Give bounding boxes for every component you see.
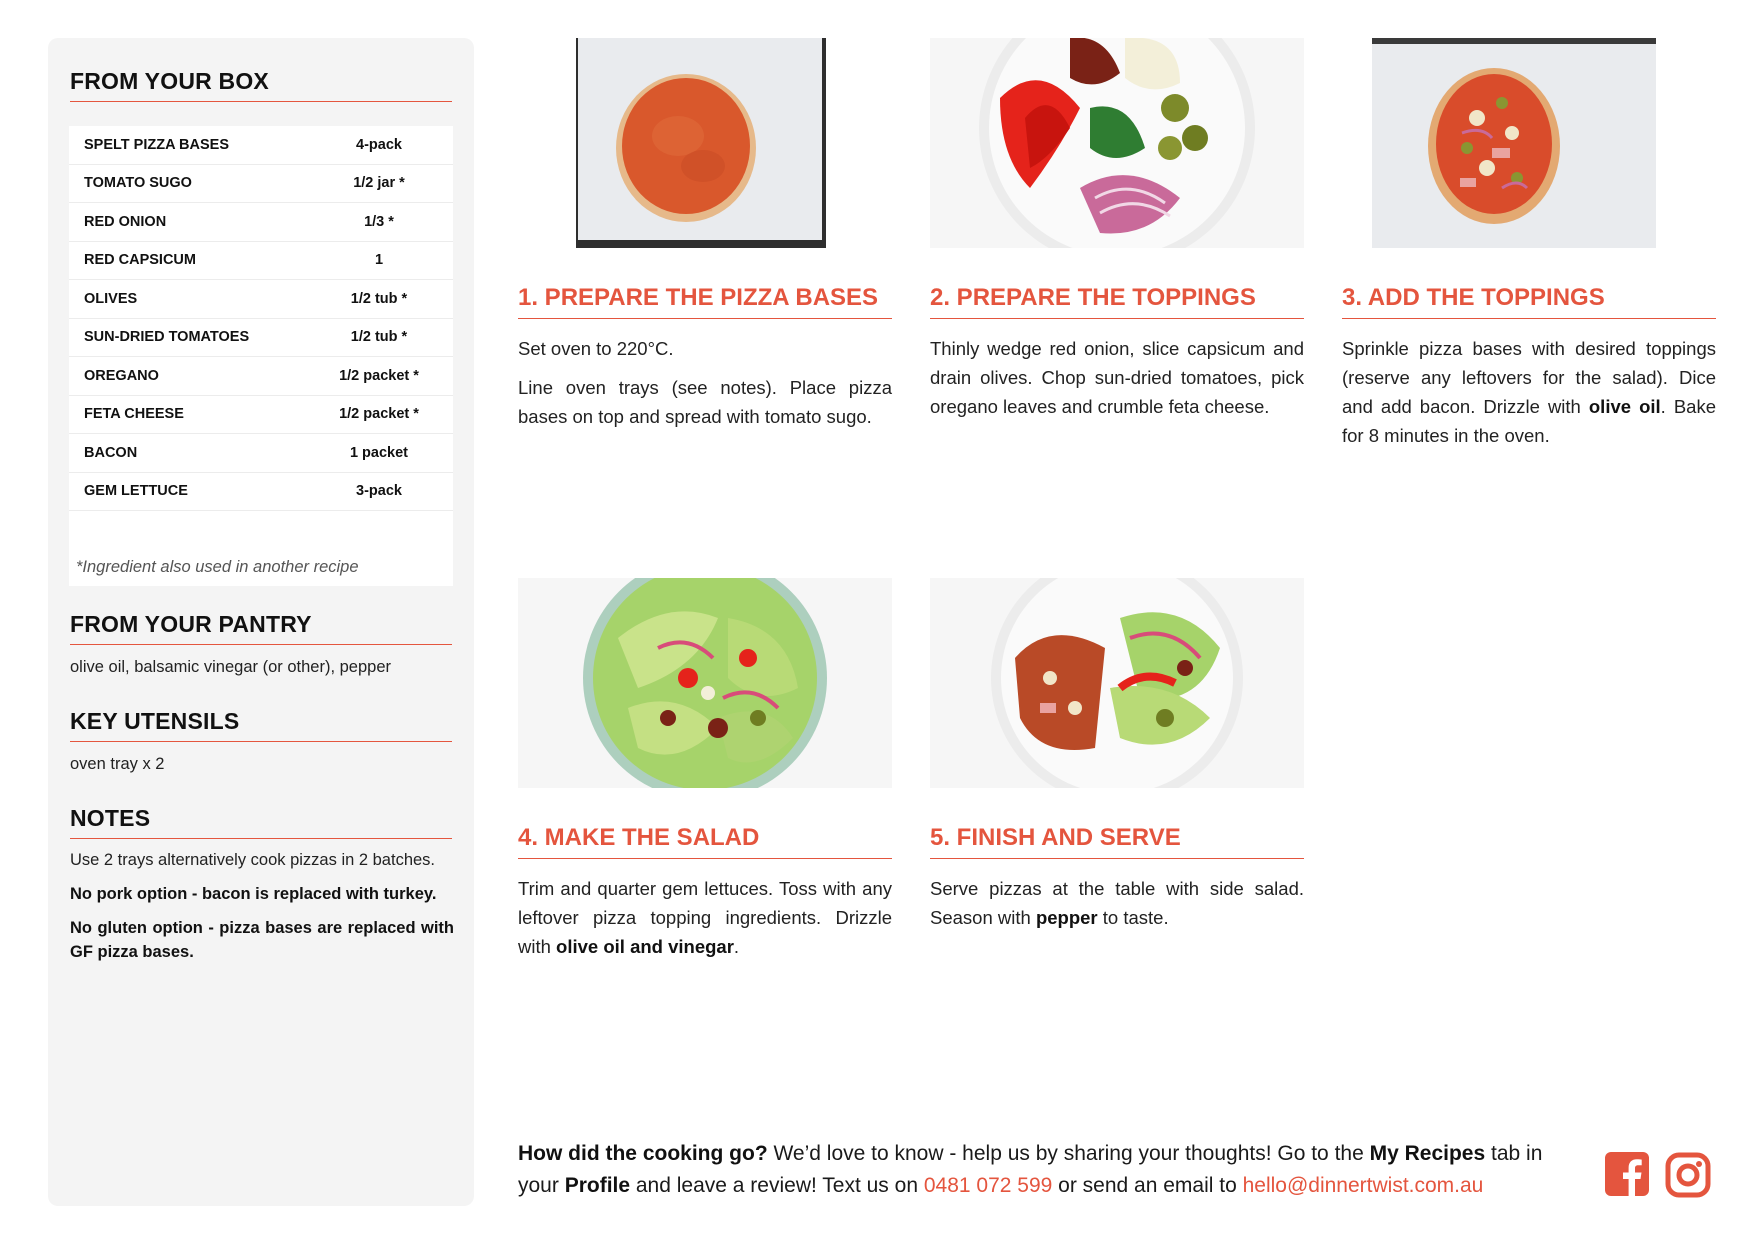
note-item: Use 2 trays alternatively cook pizzas in 2 batches. xyxy=(70,851,436,869)
instagram-icon[interactable] xyxy=(1665,1152,1711,1203)
step-3-photo xyxy=(1342,38,1716,248)
feedback-question: How did the cooking go? xyxy=(518,1142,768,1165)
step-4-title: 4. MAKE THE SALAD xyxy=(518,824,892,859)
step-3-para-1 xyxy=(1342,334,1716,450)
ingredient-row xyxy=(69,357,453,396)
step-3-text-c: . Bake for 8 minutes in the oven. xyxy=(1342,396,1716,446)
ingredient-row xyxy=(69,126,453,165)
utensils-title: KEY UTENSILS xyxy=(70,708,240,734)
step-4-text-c: . xyxy=(733,936,740,957)
ingredient-qty: 1 xyxy=(374,252,384,269)
ingredient-qty: 1/2 packet * xyxy=(339,406,419,423)
ingredient-name: SPELT PIZZA BASES xyxy=(84,136,230,153)
pantry-text: olive oil, balsamic vinegar (or other), pepper xyxy=(70,658,391,676)
my-recipes-label: My Recipes xyxy=(1369,1142,1486,1165)
salad-bowl-image xyxy=(518,578,892,788)
step-2-text xyxy=(930,334,1304,431)
step-5-title: 5. FINISH AND SERVE xyxy=(930,824,1304,859)
step-3-text-bold: olive oil xyxy=(1588,396,1661,417)
ingredient-row xyxy=(69,165,453,204)
step-1-photo xyxy=(518,38,892,248)
feedback-footer xyxy=(518,1138,1578,1202)
ingredients-table xyxy=(69,126,453,586)
ingredient-qty: 3-pack xyxy=(356,483,402,500)
ingredient-row xyxy=(69,280,453,319)
utensils-section-header xyxy=(70,708,452,742)
step-4-text-bold: olive oil and vinegar xyxy=(556,936,734,957)
footer-text-1: We’d love to know - help us by sharing your thoughts! Go to the xyxy=(767,1142,1370,1165)
ingredient-name: TOMATO SUGO xyxy=(84,175,192,192)
ingredient-name: FETA CHEESE xyxy=(84,406,184,423)
step-3-text-a: Sprinkle pizza bases with desired toppings (reserve any leftovers for the salad). Dice and add bacon. Drizzle with xyxy=(1342,338,1716,417)
step-3 xyxy=(1342,38,1716,446)
ingredient-name: OLIVES xyxy=(84,290,138,307)
ingredient-name: GEM LETTUCE xyxy=(84,483,188,500)
ingredient-name: BACON xyxy=(84,444,138,461)
facebook-icon[interactable] xyxy=(1605,1152,1649,1201)
step-4-text-a: Trim and quarter gem lettuces. Toss with any leftover pizza topping ingredients. Drizzle with xyxy=(518,878,892,957)
topped-pizza-image xyxy=(1342,38,1716,248)
ingredient-qty: 1/2 packet * xyxy=(339,367,419,384)
ingredient-name: SUN-DRIED TOMATOES xyxy=(84,329,250,346)
note-item: No pork option - bacon is replaced with turkey. xyxy=(70,884,437,903)
step-1-para-1: Set oven to 220°C. xyxy=(518,338,674,359)
ingredient-qty: 1/2 jar * xyxy=(353,175,405,192)
step-5 xyxy=(930,578,1304,928)
step-1 xyxy=(518,38,892,427)
phone-link[interactable]: 0481 072 599 xyxy=(923,1174,1053,1197)
step-4-para-1 xyxy=(518,874,892,961)
step-2 xyxy=(930,38,1304,417)
step-1-title: 1. PREPARE THE PIZZA BASES xyxy=(518,284,892,319)
pantry-section-header xyxy=(70,611,452,645)
email-link[interactable]: hello@dinnertwist.com.au xyxy=(1242,1174,1484,1197)
step-2-photo xyxy=(930,38,1304,248)
box-title: FROM YOUR BOX xyxy=(70,68,269,94)
notes-title: NOTES xyxy=(70,805,151,831)
step-5-text-bold: pepper xyxy=(1035,907,1098,928)
step-1-text xyxy=(518,334,892,441)
step-2-para-1: Thinly wedge red onion, slice capsicum and drain olives. Chop sun-dried tomatoes, pick oregano leaves and crumble feta cheese. xyxy=(930,338,1304,417)
step-5-text xyxy=(930,874,1304,942)
ingredient-name: RED ONION xyxy=(84,213,167,230)
step-3-text xyxy=(1342,334,1716,460)
notes-list xyxy=(70,849,454,975)
ingredient-qty: 1/2 tub * xyxy=(350,329,408,346)
pantry-title: FROM YOUR PANTRY xyxy=(70,611,312,637)
ingredient-name: RED CAPSICUM xyxy=(84,252,196,269)
step-5-text-c: to taste. xyxy=(1097,907,1169,928)
ingredient-row xyxy=(69,203,453,242)
step-5-para-1 xyxy=(930,874,1304,932)
ingredient-name: OREGANO xyxy=(84,367,159,384)
step-4-photo xyxy=(518,578,892,788)
toppings-plate-image xyxy=(930,38,1304,248)
pizza-base-on-tray-image xyxy=(518,38,892,248)
ingredient-row xyxy=(69,242,453,281)
profile-label: Profile xyxy=(564,1174,631,1197)
footer-text-4: or send an email to xyxy=(1052,1174,1243,1197)
step-2-title: 2. PREPARE THE TOPPINGS xyxy=(930,284,1304,319)
ingredient-row xyxy=(69,396,453,435)
note-item: No gluten option - pizza bases are replaced with GF pizza bases. xyxy=(70,918,454,961)
step-5-text-a: Serve pizzas at the table with side salad. Season with xyxy=(930,878,1304,928)
step-4 xyxy=(518,578,892,957)
footer-text-3: and leave a review! Text us on xyxy=(630,1174,924,1197)
ingredients-sidebar xyxy=(48,38,474,1206)
footer-text-2: tab in your xyxy=(518,1142,1543,1197)
ingredient-qty: 4-pack xyxy=(356,136,402,153)
step-1-para-2: Line oven trays (see notes). Place pizza bases on top and spread with tomato sugo. xyxy=(518,377,892,427)
step-3-title: 3. ADD THE TOPPINGS xyxy=(1342,284,1716,319)
ingredient-footnote: *Ingredient also used in another recipe xyxy=(76,558,359,576)
step-5-photo xyxy=(930,578,1304,788)
served-pizza-salad-image xyxy=(930,578,1304,788)
ingredient-row xyxy=(69,434,453,473)
ingredient-qty: 1/3 * xyxy=(364,213,394,230)
box-section-header xyxy=(70,68,452,102)
step-4-text xyxy=(518,874,892,971)
ingredient-row xyxy=(69,473,453,512)
ingredient-qty: 1 packet xyxy=(349,444,409,461)
utensils-text: oven tray x 2 xyxy=(70,755,165,773)
ingredient-row xyxy=(69,319,453,358)
ingredient-qty: 1/2 tub * xyxy=(350,290,408,307)
notes-section-header xyxy=(70,805,452,839)
